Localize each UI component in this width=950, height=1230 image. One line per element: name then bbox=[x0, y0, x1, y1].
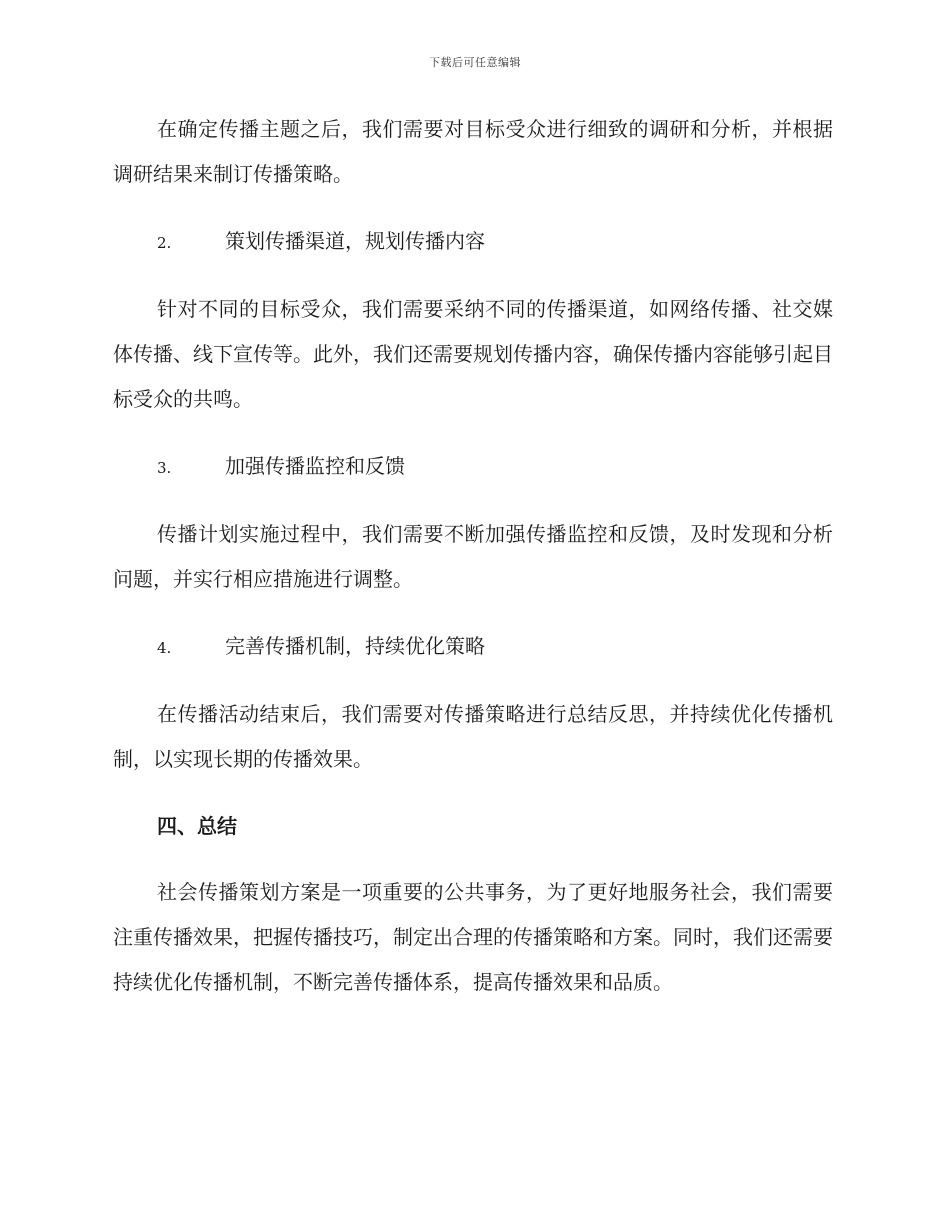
paragraph-optimization: 在传播活动结束后，我们需要对传播策略进行总结反思，并持续优化传播机制，以实现长期的传播效果。 bbox=[113, 702, 833, 771]
section-title-summary: 四、总结 bbox=[157, 814, 237, 838]
paragraph-monitoring: 传播计划实施过程中，我们需要不断加强传播监控和反馈，及时发现和分析问题，并实行相应措施进行调整。 bbox=[113, 522, 833, 591]
list-title-3: 加强传播监控和反馈 bbox=[225, 454, 405, 478]
list-heading-4 bbox=[113, 624, 833, 670]
list-number-3: 3. bbox=[157, 459, 172, 477]
list-heading-3 bbox=[113, 444, 833, 490]
list-title-2: 策划传播渠道，规划传播内容 bbox=[225, 229, 485, 253]
paragraph-research: 在确定传播主题之后，我们需要对目标受众进行细致的调研和分析，并根据调研结果来制订传播策略。 bbox=[113, 117, 833, 186]
paragraph-channels: 针对不同的目标受众，我们需要采纳不同的传播渠道，如网络传播、社交媒体传播、线下宣传等。此外，我们还需要规划传播内容，确保传播内容能够引起目标受众的共鸣。 bbox=[113, 297, 833, 411]
list-title-4: 完善传播机制，持续优化策略 bbox=[225, 634, 485, 658]
page-header: 下载后可任意编辑 bbox=[429, 56, 521, 69]
list-number-4: 4. bbox=[157, 639, 172, 657]
list-heading-2 bbox=[113, 219, 833, 265]
document-body bbox=[113, 107, 833, 1005]
list-number-2: 2. bbox=[157, 234, 172, 252]
paragraph-summary: 社会传播策划方案是一项重要的公共事务，为了更好地服务社会，我们需要注重传播效果，把握传播技巧，制定出合理的传播策略和方案。同时，我们还需要持续优化传播机制，不断完善传播体系，提高传播效果和品质。 bbox=[113, 880, 833, 994]
